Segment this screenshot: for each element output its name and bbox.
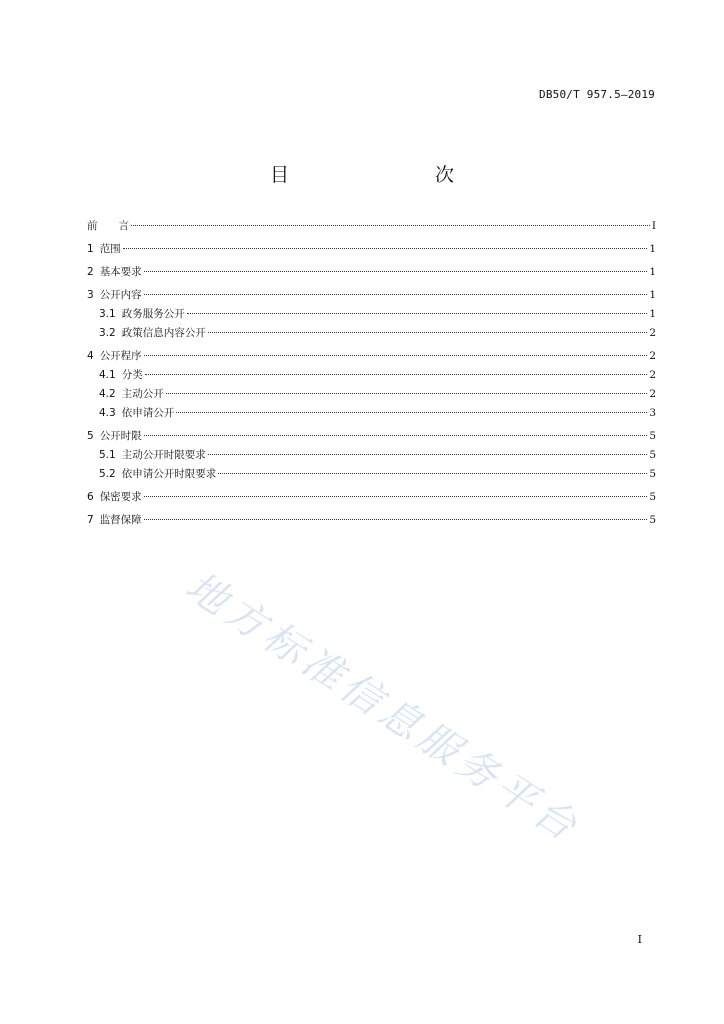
toc-entry-page: 5 [649,491,656,503]
dot-leader [208,454,648,455]
toc-entry[interactable] [87,347,656,366]
toc-entry-number: 4 [87,350,94,362]
toc-entry-text: 基本要求 [99,266,142,278]
toc-entry-text: 政策信息内容公开 [121,327,206,339]
toc-entry-label [87,217,129,236]
toc-entry-number: 5.2 [99,468,116,480]
toc-entry-text: 前 言 [87,220,129,232]
toc-entry[interactable] [87,305,656,324]
toc-entry[interactable] [87,427,656,446]
toc-entry[interactable] [87,404,656,423]
toc-entry-text: 公开内容 [99,289,142,301]
watermark-text: 地方标准信息服务平台 [177,563,589,853]
toc-entry-number: 1 [87,243,94,255]
toc-entry-page: 2 [649,350,656,362]
toc-entry[interactable] [87,324,656,343]
toc-entry-label [99,324,206,343]
toc-list [87,217,656,530]
dot-leader [144,519,648,520]
toc-entry-page: 5 [649,514,656,526]
toc-entry-text: 主动公开时限要求 [121,449,206,461]
toc-entry-text: 依申请公开时限要求 [121,468,217,480]
toc-entry-page: 1 [649,243,656,255]
toc-entry-number: 5.1 [99,449,116,461]
page-number: I [637,933,642,946]
toc-entry-label [99,465,216,484]
toc-entry-text: 公开时限 [99,430,142,442]
dot-leader [144,496,648,497]
dot-leader [131,225,650,226]
toc-entry-page: 1 [649,289,656,301]
toc-entry-text: 范围 [99,243,121,255]
dot-leader [176,412,647,413]
toc-entry-label [99,446,206,465]
toc-entry-text: 政务服务公开 [121,308,185,320]
toc-entry-number: 4.2 [99,388,116,400]
toc-entry[interactable] [87,511,656,530]
dot-leader [123,248,648,249]
toc-entry[interactable] [87,465,656,484]
dot-leader [218,473,647,474]
dot-leader [208,332,648,333]
toc-entry[interactable] [87,286,656,305]
toc-entry-number: 4.1 [99,369,116,381]
toc-entry-label [87,263,142,282]
toc-entry-text: 监督保障 [99,514,142,526]
dot-leader [187,313,648,314]
toc-entry-page: 3 [649,407,656,419]
toc-entry[interactable] [87,240,656,259]
dot-leader [144,271,648,272]
toc-entry-page: I [651,220,656,232]
dot-leader [166,393,648,394]
toc-entry-label [87,347,142,366]
toc-entry-number: 7 [87,514,94,526]
toc-entry[interactable] [87,385,656,404]
toc-title: 目 次 [269,164,490,186]
toc-entry-label [87,511,142,530]
toc-entry-page: 1 [649,266,656,278]
toc-entry-page: 2 [649,388,656,400]
toc-entry-number: 3 [87,289,94,301]
toc-entry-number: 3.2 [99,327,116,339]
toc-entry-number: 2 [87,266,94,278]
dot-leader [144,294,648,295]
toc-entry-text: 依申请公开 [121,407,175,419]
toc-entry[interactable] [87,263,656,282]
toc-entry-text: 主动公开 [121,388,164,400]
toc-entry-page: 2 [649,369,656,381]
toc-entry-label [87,488,142,507]
standard-code: DB50/T 957.5—2019 [539,88,655,101]
toc-entry-label [87,286,142,305]
toc-entry-page: 2 [649,327,656,339]
toc-entry[interactable] [87,488,656,507]
toc-entry-label [99,366,143,385]
toc-entry-number: 4.3 [99,407,116,419]
toc-entry-text: 分类 [121,369,143,381]
toc-entry-label [87,427,142,446]
toc-entry-page: 5 [649,449,656,461]
toc-entry-text: 保密要求 [99,491,142,503]
dot-leader [144,355,648,356]
toc-entry[interactable] [87,217,656,236]
toc-entry-page: 5 [649,468,656,480]
toc-entry-label [99,305,185,324]
dot-leader [144,435,648,436]
dot-leader [145,374,648,375]
toc-entry-label [87,240,121,259]
toc-entry-number: 5 [87,430,94,442]
toc-entry-page: 5 [649,430,656,442]
toc-entry-label [99,404,174,423]
toc-entry-number: 6 [87,491,94,503]
toc-entry[interactable] [87,366,656,385]
toc-entry-page: 1 [649,308,656,320]
toc-entry[interactable] [87,446,656,465]
toc-entry-text: 公开程序 [99,350,142,362]
toc-entry-number: 3.1 [99,308,116,320]
toc-entry-label [99,385,164,404]
